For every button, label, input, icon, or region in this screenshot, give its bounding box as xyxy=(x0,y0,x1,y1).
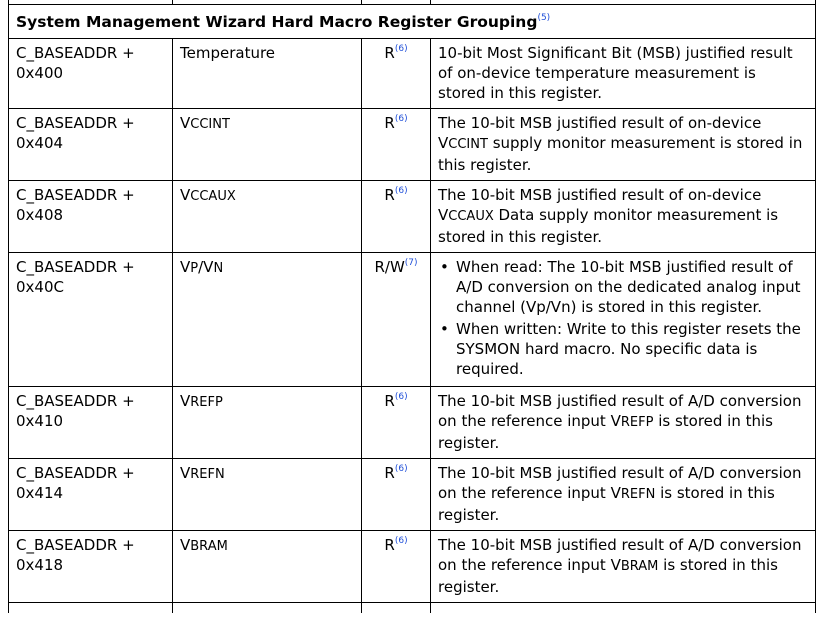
register-description xyxy=(431,531,816,603)
register-access xyxy=(362,109,431,181)
table-continuation xyxy=(9,603,816,614)
description-text-rest: Data supply monitor measurement is stored in this register. xyxy=(438,206,779,246)
register-address xyxy=(9,253,173,387)
address-offset: 0x404 xyxy=(16,134,64,152)
description-text: The 10-bit MSB justified result of A/D conversion on the reference input V xyxy=(438,392,802,430)
group-title: System Management Wizard Hard Macro Register Grouping$^{(5)}$ xyxy=(9,5,816,39)
register-name-cap: V xyxy=(180,464,191,482)
register-name-subscript: CCAUX xyxy=(190,189,236,204)
register-name-subscript-2: N xyxy=(213,261,224,276)
register-name-cap: V xyxy=(180,392,191,410)
description-text: The 10-bit MSB justified result of on-device V xyxy=(438,186,762,224)
register-row xyxy=(9,459,816,531)
register-address xyxy=(9,531,173,603)
address-offset: 0x410 xyxy=(16,412,64,430)
description-subscript: CCINT xyxy=(448,137,488,152)
address-base: C_BASEADDR + xyxy=(16,258,135,276)
address-base: C_BASEADDR + xyxy=(16,464,135,482)
register-name-subscript: CCINT xyxy=(190,117,230,132)
register-row xyxy=(9,109,816,181)
register-name-subscript: BRAM xyxy=(190,539,228,554)
register-name-subscript: REFN xyxy=(190,467,225,482)
description-text-rest: is stored in this register. xyxy=(438,556,778,596)
description-bullets xyxy=(438,257,808,379)
access-footnote-link[interactable]: (7) xyxy=(404,258,418,268)
access-footnote-link[interactable]: (6) xyxy=(394,114,408,124)
description-text-rest: is stored in this register. xyxy=(438,412,773,452)
address-offset: 0x408 xyxy=(16,206,64,224)
register-description xyxy=(431,387,816,459)
description-subscript: REFN xyxy=(620,487,656,502)
register-address xyxy=(9,39,173,109)
description-text: The 10-bit MSB justified result of A/D conversion on the reference input V xyxy=(438,464,802,502)
register-name-rest: /V xyxy=(198,258,214,276)
register-access xyxy=(362,39,431,109)
address-base: C_BASEADDR + xyxy=(16,186,135,204)
register-name xyxy=(173,39,362,109)
group-header-row xyxy=(9,5,816,39)
access-type: R/W xyxy=(374,258,405,276)
register-name xyxy=(173,109,362,181)
access-footnote-link[interactable]: (6) xyxy=(394,44,408,54)
register-name xyxy=(173,459,362,531)
register-description xyxy=(431,181,816,253)
register-name-subscript: REFP xyxy=(190,395,223,410)
register-name-subscript: P xyxy=(190,261,199,276)
access-type: R xyxy=(384,186,395,204)
description-subscript: BRAM xyxy=(620,559,659,574)
address-offset: 0x400 xyxy=(16,64,64,82)
description-text-rest: is stored in this register. xyxy=(438,484,775,524)
register-row xyxy=(9,387,816,459)
register-description xyxy=(431,109,816,181)
register-access xyxy=(362,531,431,603)
access-type: R xyxy=(384,44,395,62)
register-name xyxy=(173,253,362,387)
register-table xyxy=(8,0,816,613)
access-footnote-link[interactable]: (6) xyxy=(394,186,408,196)
description-text: 10-bit Most Significant Bit (MSB) justified result of on-device temperature measurement is stored in this register. xyxy=(438,44,793,102)
description-subscript: REFP xyxy=(620,415,654,430)
register-address xyxy=(9,459,173,531)
register-row xyxy=(9,253,816,387)
register-name-cap: V xyxy=(180,114,191,132)
register-address xyxy=(9,387,173,459)
register-name-cap: V xyxy=(180,186,191,204)
register-address xyxy=(9,109,173,181)
register-description xyxy=(431,459,816,531)
address-offset: 0x414 xyxy=(16,484,64,502)
address-base: C_BASEADDR + xyxy=(16,536,135,554)
register-name-text: Temperature xyxy=(180,44,276,62)
description-subscript: CCAUX xyxy=(448,209,494,224)
register-name-cap: V xyxy=(180,258,191,276)
register-name xyxy=(173,531,362,603)
description-text: The 10-bit MSB justified result of on-device V xyxy=(438,114,762,152)
description-text: The 10-bit MSB justified result of A/D conversion on the reference input V xyxy=(438,536,802,574)
register-row xyxy=(9,531,816,603)
register-row xyxy=(9,181,816,253)
address-base: C_BASEADDR + xyxy=(16,114,135,132)
register-address xyxy=(9,181,173,253)
access-type: R xyxy=(384,536,395,554)
register-description xyxy=(431,39,816,109)
access-type: R xyxy=(384,114,395,132)
register-access xyxy=(362,459,431,531)
address-offset: 0x40C xyxy=(16,278,64,296)
register-description xyxy=(431,253,816,387)
address-base: C_BASEADDR + xyxy=(16,392,135,410)
register-row xyxy=(9,39,816,109)
register-name xyxy=(173,181,362,253)
access-type: R xyxy=(384,464,395,482)
access-footnote-link[interactable]: (6) xyxy=(394,536,408,546)
register-access xyxy=(362,253,431,387)
register-access xyxy=(362,181,431,253)
group-footnote-link[interactable]: (5) xyxy=(537,13,551,23)
access-footnote-link[interactable]: (6) xyxy=(394,464,408,474)
access-type: R xyxy=(384,392,395,410)
address-offset: 0x418 xyxy=(16,556,64,574)
description-bullet: • When written: Write to this register resets the SYSMON hard macro. No specific data is required. xyxy=(438,319,808,379)
description-bullet: • When read: The 10-bit MSB justified result of A/D conversion on the dedicated analog input channel (Vp/Vn) is stored in this register. xyxy=(438,257,808,317)
access-footnote-link[interactable]: (6) xyxy=(394,392,408,402)
register-access xyxy=(362,387,431,459)
address-base: C_BASEADDR + xyxy=(16,44,135,62)
register-name-cap: V xyxy=(180,536,191,554)
description-text-rest: supply monitor measurement is stored in this register. xyxy=(438,134,803,174)
register-name xyxy=(173,387,362,459)
